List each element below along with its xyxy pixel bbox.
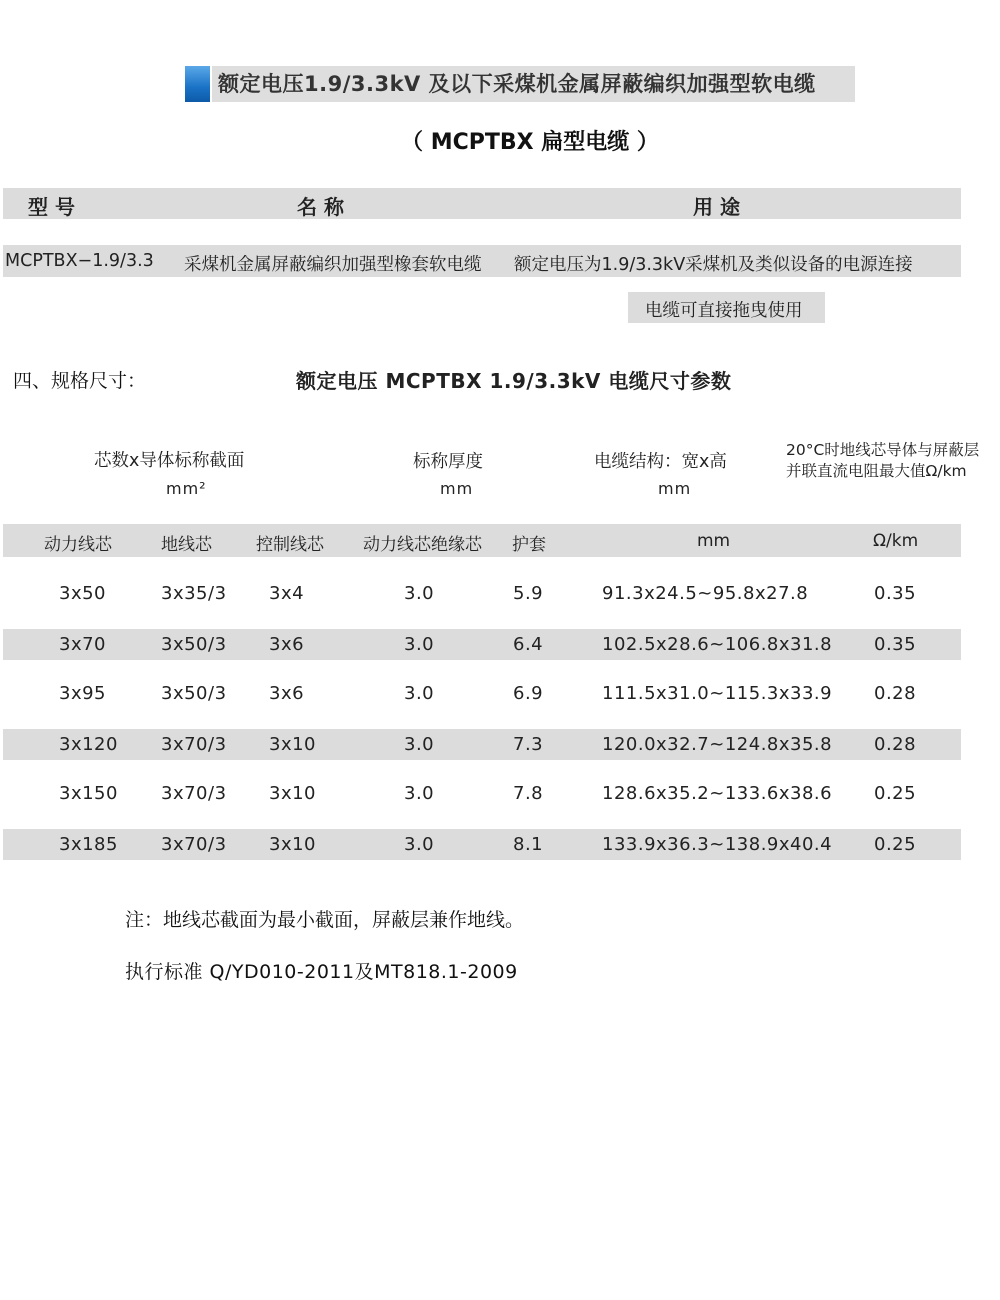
footnote: 注：地线芯截面为最小截面，屏蔽层兼作地线。 <box>125 909 525 931</box>
colhead-resistance-line1: 20°C时地线芯导体与屏蔽层 <box>786 441 980 459</box>
colhead-cores: 芯数x导体标称截面 <box>94 451 245 471</box>
table-cell: 3x4 <box>269 583 305 604</box>
info-row-name: 采煤机金属屏蔽编织加强型橡套软电缆 <box>184 255 482 275</box>
table-cell: 133.9x36.3~138.9x40.4 <box>602 834 833 855</box>
section-title: 额定电压 MCPTBX 1.9/3.3kV 电缆尺寸参数 <box>296 369 732 393</box>
subhead-structure-unit: mm <box>697 531 731 551</box>
section-label: 四、规格尺寸： <box>13 370 147 392</box>
title-accent-block <box>185 66 210 102</box>
colhead-structure: 电缆结构：宽x高 <box>594 452 727 472</box>
table-cell: 102.5x28.6~106.8x31.8 <box>602 634 833 655</box>
colhead-cores-unit: mm² <box>166 479 207 498</box>
table-cell: 91.3x24.5~95.8x27.8 <box>602 583 809 604</box>
info-header-usage: 用 途 <box>693 195 740 219</box>
table-cell: 7.3 <box>513 734 544 755</box>
table-cell: 3.0 <box>404 634 435 655</box>
table-cell: 3x185 <box>59 834 118 855</box>
table-cell: 3.0 <box>404 583 435 604</box>
spec-subheader-band <box>3 524 961 557</box>
table-cell: 3x50/3 <box>161 683 227 704</box>
table-cell: 0.35 <box>874 583 917 604</box>
table-cell: 5.9 <box>513 583 544 604</box>
table-cell: 3x70/3 <box>161 783 227 804</box>
table-cell: 3x10 <box>269 734 317 755</box>
table-cell: 111.5x31.0~115.3x33.9 <box>602 683 833 704</box>
table-cell: 3x10 <box>269 783 317 804</box>
table-cell: 8.1 <box>513 834 544 855</box>
table-cell: 3x35/3 <box>161 583 227 604</box>
subhead-control-core: 控制线芯 <box>256 535 324 555</box>
subhead-insulation: 动力线芯绝缘芯 <box>363 535 482 555</box>
table-cell: 3.0 <box>404 783 435 804</box>
info-row-model: MCPTBX−1.9/3.3 <box>5 251 154 271</box>
subhead-power-core: 动力线芯 <box>44 535 112 555</box>
colhead-thickness-unit: mm <box>440 479 474 498</box>
table-cell: 3x10 <box>269 834 317 855</box>
table-cell: 0.35 <box>874 634 917 655</box>
table-cell: 7.8 <box>513 783 544 804</box>
info-row-usage: 额定电压为1.9/3.3kV采煤机及类似设备的电源连接 <box>514 255 913 275</box>
info-header-band <box>3 188 961 219</box>
table-cell: 3x95 <box>59 683 107 704</box>
table-cell: 3x120 <box>59 734 118 755</box>
info-header-model: 型 号 <box>28 195 75 219</box>
subhead-resistance-unit: Ω/km <box>873 531 919 551</box>
subhead-ground-core: 地线芯 <box>161 535 212 555</box>
table-cell: 3x70/3 <box>161 834 227 855</box>
table-cell: 3x50 <box>59 583 107 604</box>
subhead-sheath: 护套 <box>512 535 546 555</box>
table-cell: 6.4 <box>513 634 544 655</box>
table-cell: 3x6 <box>269 683 305 704</box>
table-cell: 3.0 <box>404 734 435 755</box>
table-cell: 0.28 <box>874 683 917 704</box>
table-cell: 3.0 <box>404 683 435 704</box>
colhead-resistance-line2: 并联直流电阻最大值Ω/km <box>786 462 967 480</box>
page-subtitle: （ MCPTBX 扁型电缆 ） <box>401 130 659 155</box>
table-cell: 3x70 <box>59 634 107 655</box>
title-banner <box>185 66 855 102</box>
info-extra-usage: 电缆可直接拖曳使用 <box>645 301 803 321</box>
table-cell: 3.0 <box>404 834 435 855</box>
table-cell: 3x70/3 <box>161 734 227 755</box>
table-cell: 3x150 <box>59 783 118 804</box>
standard-reference: 执行标准 Q/YD010-2011及MT818.1-2009 <box>125 961 518 983</box>
table-cell: 120.0x32.7~124.8x35.8 <box>602 734 833 755</box>
table-cell: 128.6x35.2~133.6x38.6 <box>602 783 833 804</box>
table-cell: 0.25 <box>874 834 917 855</box>
table-cell: 3x6 <box>269 634 305 655</box>
table-cell: 0.25 <box>874 783 917 804</box>
page-title: 额定电压1.9/3.3kV 及以下采煤机金属屏蔽编织加强型软电缆 <box>218 72 816 96</box>
info-header-name: 名 称 <box>297 195 344 219</box>
colhead-structure-unit: mm <box>658 479 692 498</box>
table-cell: 3x50/3 <box>161 634 227 655</box>
table-cell: 0.28 <box>874 734 917 755</box>
colhead-thickness: 标称厚度 <box>413 452 483 472</box>
table-cell: 6.9 <box>513 683 544 704</box>
